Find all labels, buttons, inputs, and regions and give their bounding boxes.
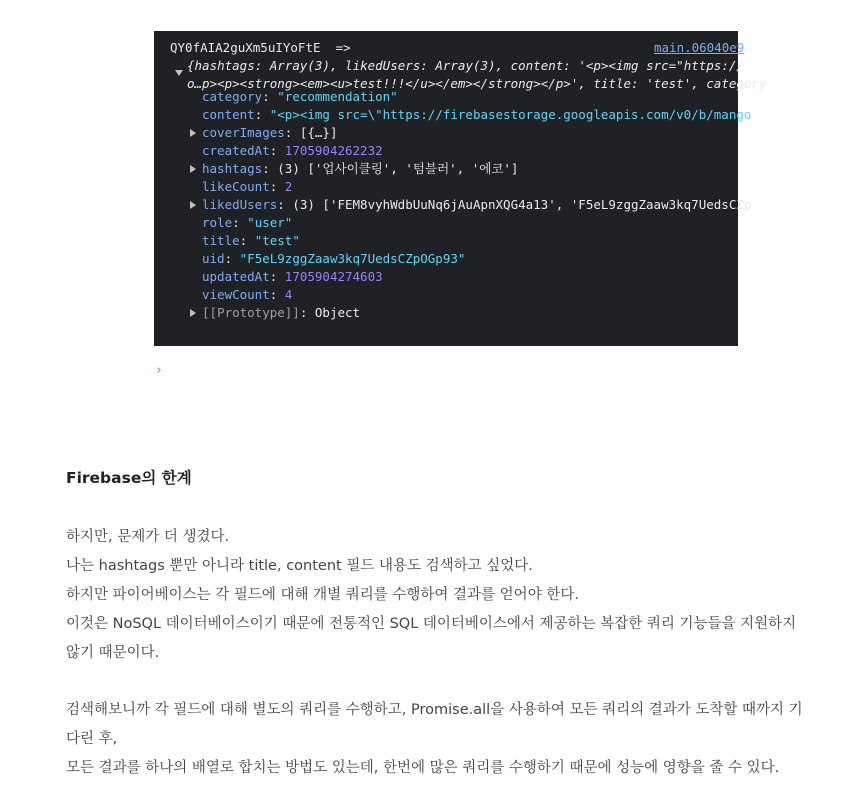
expand-triangle-icon[interactable] [190, 165, 196, 173]
property-row [202, 250, 465, 268]
property-key: uid [202, 251, 225, 266]
property-key: title [202, 233, 240, 248]
property-key: createdAt [202, 143, 270, 158]
property-key: likedUsers [202, 197, 278, 212]
property-value: "F5eL9zggZaaw3kq7UedsCZpOGp93" [239, 251, 466, 266]
property-value: (3) ['업사이클링', '텀블러', '에코'] [277, 161, 519, 176]
property-row [202, 268, 383, 286]
property-value: Object [314, 305, 361, 320]
property-key: category [202, 89, 263, 104]
property-separator: : [299, 305, 315, 320]
property-key: content [202, 107, 255, 122]
property-separator: : [269, 287, 285, 302]
property-separator: : [262, 161, 278, 176]
devtools-console-screenshot [154, 31, 767, 378]
property-key: likeCount [202, 179, 270, 194]
paragraph-line: 이것은 NoSQL 데이터베이스이기 때문에 전통적인 SQL 데이터베이스에서 제공하는 복잡한 쿼리 기능들을 지원하지 [66, 616, 797, 632]
paragraph-line: 하지만 파이어베이스는 각 필드에 대해 개별 쿼리를 수행하여 결과를 얻어야 한다. [66, 587, 579, 603]
expand-triangle-icon[interactable] [190, 201, 196, 209]
property-key: role [202, 215, 233, 230]
paragraph-line: 다린 후, [66, 731, 118, 747]
paragraph-line: 모든 결과를 하나의 배열로 합치는 방법도 있는데, 한번에 많은 쿼리를 수행하기 때문에 성능에 영향을 줄 수 있다. [66, 760, 780, 776]
property-value: 4 [284, 287, 293, 302]
property-value: "<p><img src=\"https://firebasestorage.googleapis.com/v0/b/mango [269, 107, 752, 122]
property-row[interactable] [202, 196, 751, 214]
property-separator: : [224, 251, 240, 266]
property-key: viewCount [202, 287, 270, 302]
property-value: 2 [284, 179, 293, 194]
property-row [202, 142, 383, 160]
property-key: [[Prototype]] [202, 305, 300, 320]
section-heading: Firebase의 한계 [66, 469, 192, 487]
property-separator: : [277, 197, 293, 212]
property-row [202, 106, 751, 124]
object-summary-line-1[interactable]: {hashtags: Array(3), likedUsers: Array(3), content: '<p><img src="https:// [187, 58, 744, 73]
property-row [202, 232, 300, 250]
property-key: coverImages [202, 125, 285, 140]
property-row[interactable] [202, 160, 518, 178]
property-separator: : [269, 179, 285, 194]
property-value: 1705904262232 [284, 143, 383, 158]
property-value: "test" [254, 233, 300, 248]
paragraph-line: 않기 때문이다. [66, 645, 160, 661]
property-row[interactable] [202, 304, 360, 322]
paragraph-line: 하지만, 문제가 더 생겼다. [66, 529, 230, 545]
property-separator: : [239, 233, 255, 248]
property-separator: : [254, 107, 270, 122]
property-row[interactable] [202, 124, 338, 142]
paragraph-line: 검색해보니까 각 필드에 대해 별도의 쿼리를 수행하고, Promise.all을 사용하여 모든 쿼리의 결과가 도착할 때까지 기 [66, 702, 803, 718]
expand-triangle-icon[interactable] [190, 309, 196, 317]
property-separator: : [284, 125, 300, 140]
console-prompt-icon[interactable]: › [155, 363, 163, 378]
expand-triangle-icon[interactable] [190, 129, 196, 137]
property-row [202, 214, 292, 232]
object-summary-line-2[interactable]: o…p><p><strong><em><u>test!!!</u></em></strong></p>', title: 'test', category [187, 76, 767, 91]
paragraph-line: 나는 hashtags 뿐만 아니라 title, content 필드 내용도 검색하고 싶었다. [66, 558, 533, 574]
property-separator: : [269, 269, 285, 284]
log-label: QY0fAIA2guXm5uIYoFtE => [170, 40, 351, 55]
source-link[interactable]: main.06040e9 [654, 40, 745, 55]
property-value: "recommendation" [277, 89, 398, 104]
property-value: "user" [247, 215, 293, 230]
property-separator: : [269, 143, 285, 158]
property-key: hashtags [202, 161, 263, 176]
property-value: [{…}] [299, 125, 338, 140]
property-row [202, 88, 398, 106]
collapse-triangle-icon[interactable] [175, 70, 183, 76]
property-value: 1705904274603 [284, 269, 383, 284]
property-separator: : [262, 89, 278, 104]
property-row [202, 178, 292, 196]
property-row [202, 286, 292, 304]
property-value: (3) ['FEM8vyhWdbUuNq6jAuApnXQG4a13', 'F5eL9zggZaaw3kq7UedsCZp [292, 197, 752, 212]
property-key: updatedAt [202, 269, 270, 284]
property-separator: : [232, 215, 248, 230]
